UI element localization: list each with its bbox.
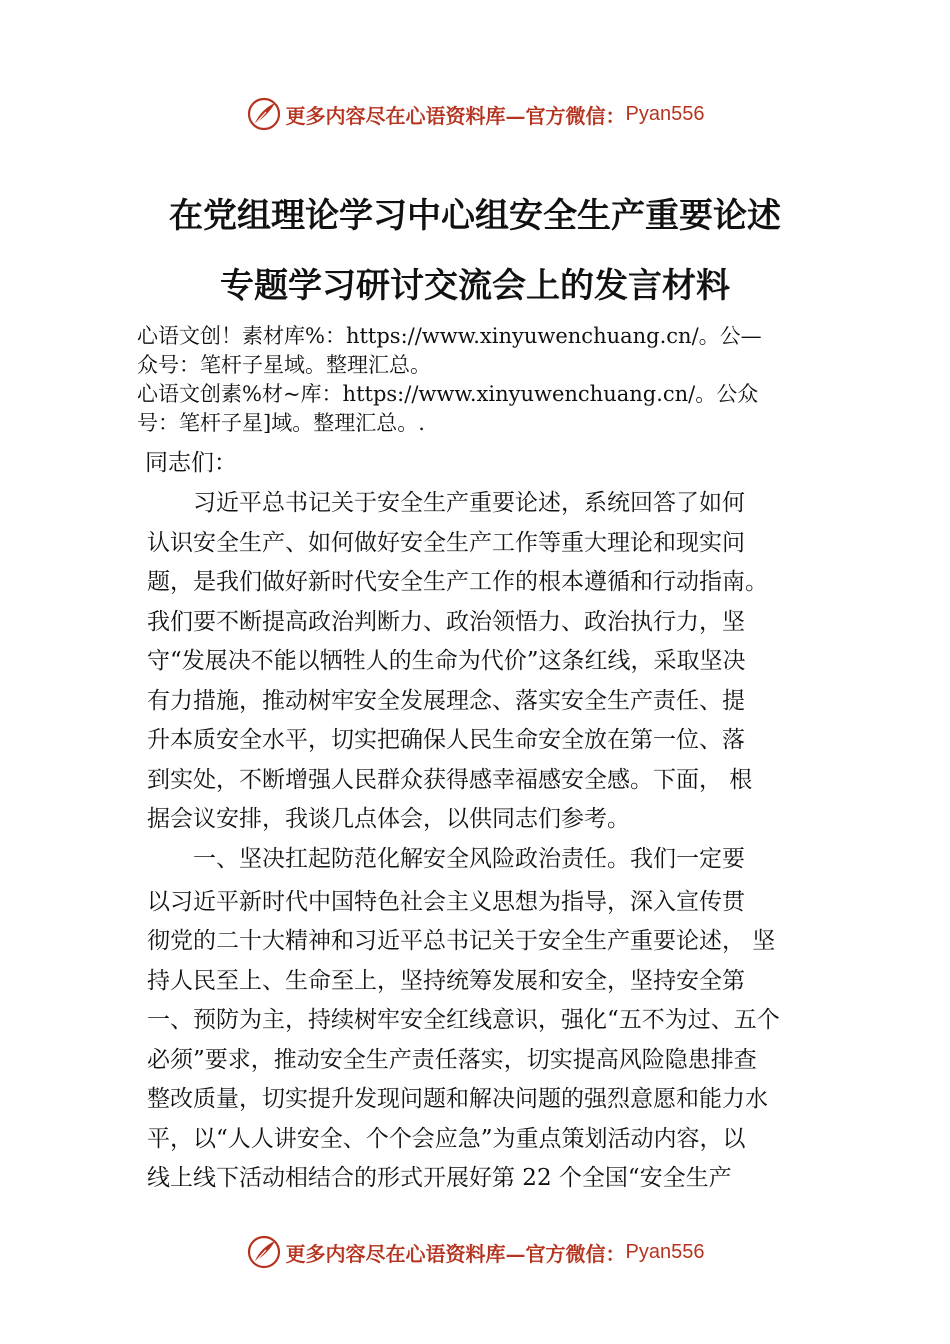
document-title-line-2: 专题学习研讨交流会上的发言材料 bbox=[220, 266, 730, 306]
header-banner bbox=[0, 94, 950, 134]
body-line: 习近平总书记关于安全生产重要论述，系统回答了如何 bbox=[147, 490, 745, 516]
meta-line: 众号：笔杆子星域。整理汇总。 bbox=[137, 353, 431, 377]
quill-pen-logo-icon bbox=[246, 96, 282, 132]
body-line: 我们要不断提高政治判断力、政治领悟力、政治执行力，坚 bbox=[147, 609, 745, 635]
body-line: 守“发展决不能以牺牲人的生命为代价”这条红线，采取坚决 bbox=[147, 648, 746, 674]
body-line: 彻党的二十大精神和习近平总书记关于安全生产重要论述， 坚 bbox=[147, 928, 776, 954]
body-line: 一、预防为主，持续树牢安全红线意识，强化“五不为过、五个 bbox=[147, 1007, 780, 1033]
banner-wechat-id: Pyan556 bbox=[625, 102, 705, 125]
quill-pen-logo-icon bbox=[246, 1234, 282, 1270]
body-line: 据会议安排，我谈几点体会，以供同志们参考。 bbox=[147, 806, 630, 832]
banner-text: 更多内容尽在心语资料库—官方微信： bbox=[285, 1241, 626, 1266]
body-line: 线上线下活动相结合的形式开展好第 22 个全国“安全生产 bbox=[147, 1165, 732, 1191]
section-heading-line: 一、坚决扛起防范化解安全风险政治责任。我们一定要 bbox=[147, 846, 745, 872]
body-line: 持人民至上、生命至上，坚持统筹发展和安全，坚持安全第 bbox=[147, 968, 745, 994]
meta-watermark-2 bbox=[137, 380, 827, 438]
meta-line: 心语文创！素材库%：https://www.xinyuwenchuang.cn/。公— bbox=[137, 324, 762, 348]
body-line: 题，是我们做好新时代安全生产工作的根本遵循和行动指南。 bbox=[147, 569, 768, 595]
footer-banner bbox=[0, 1232, 950, 1272]
body-line: 认识安全生产、如何做好安全生产工作等重大理论和现实问 bbox=[147, 530, 745, 556]
body-line: 有力措施，推动树牢安全发展理念、落实安全生产责任、提 bbox=[147, 688, 745, 714]
greeting: 同志们： bbox=[145, 450, 237, 476]
banner-text: 更多内容尽在心语资料库—官方微信： bbox=[285, 103, 626, 128]
body-line: 平，以“人人讲安全、个个会应急”为重点策划活动内容，以 bbox=[147, 1126, 746, 1152]
banner-wechat-id: Pyan556 bbox=[625, 1240, 705, 1263]
meta-watermark-1 bbox=[137, 322, 827, 380]
body-line: 整改质量，切实提升发现问题和解决问题的强烈意愿和能力水 bbox=[147, 1086, 768, 1112]
body-line: 到实处，不断增强人民群众获得感幸福感安全感。下面， 根 bbox=[147, 767, 753, 793]
body-line: 必须”要求，推动安全生产责任落实，切实提高风险隐患排查 bbox=[147, 1047, 757, 1073]
meta-line: 号：笔杆子星]域。整理汇总。. bbox=[137, 411, 425, 435]
document-title-line-1: 在党组理论学习中心组安全生产重要论述 bbox=[169, 196, 781, 236]
body-line: 升本质安全水平，切实把确保人民生命安全放在第一位、落 bbox=[147, 727, 745, 753]
body-line: 以习近平新时代中国特色社会主义思想为指导，深入宣传贯 bbox=[147, 889, 745, 915]
meta-line: 心语文创素%材~库：https://www.xinyuwenchuang.cn/。公众 bbox=[137, 382, 759, 406]
